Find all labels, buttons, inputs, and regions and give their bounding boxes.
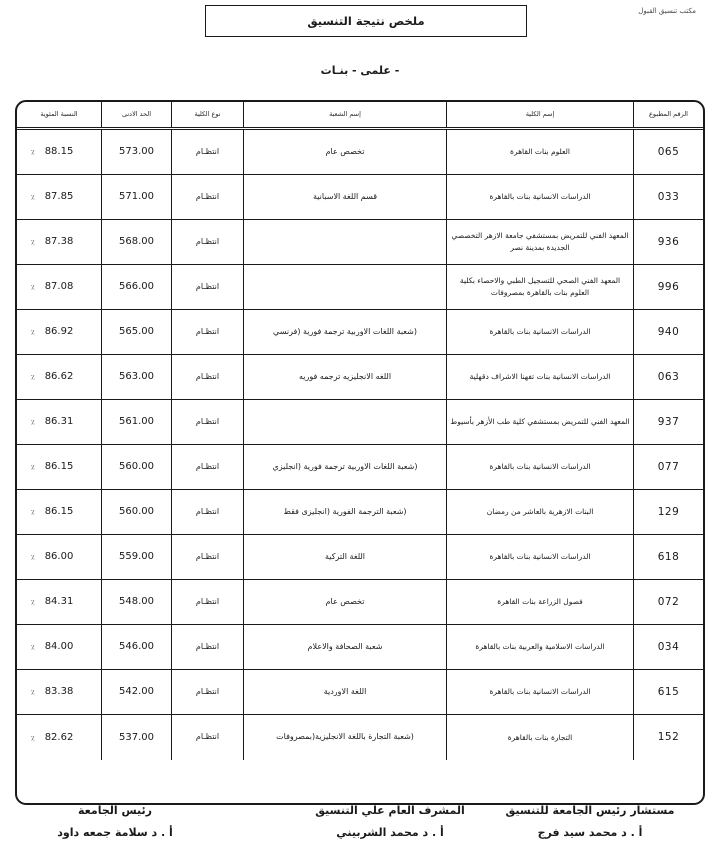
row-type-cell: انتظـام [171,445,243,489]
row-college-cell: المعهد الفني للتمريض بمستشفي جامعة الازهر التخصصي الجديدة بمدينة نصر [446,220,633,264]
row-type-cell: انتظـام [171,715,243,760]
row-type-cell: انتظـام [171,355,243,399]
row-percentage-value: 84.00 [44,641,74,653]
row-branch-cell: (شعبة التجارة باللغة الانجليزية(بمصروفات [243,715,446,760]
row-minimum-cell: 563.00 [101,355,171,399]
row-code-cell: 034 [633,625,703,669]
row-college-cell: الدراسات الانسانية بنات بالقاهرة [446,445,633,489]
row-percentage-cell [17,220,101,264]
row-college-cell: الدراسات الانسانية بنات بالقاهرة [446,175,633,219]
header-branch: إسم الشعبة [243,102,446,127]
row-branch-cell [243,265,446,309]
percent-icon: ٪ [31,283,35,292]
percent-icon: ٪ [31,193,35,202]
row-percentage-value: 87.85 [44,191,74,203]
row-code-cell: 996 [633,265,703,309]
row-type-cell: انتظـام [171,490,243,534]
signature-university-president [15,804,215,839]
row-code-cell: 063 [633,355,703,399]
row-percentage-value: 84.31 [44,596,74,608]
row-minimum-cell: 573.00 [101,130,171,174]
table-row [17,535,703,580]
report-subtitle: - علمى - بنـات [320,64,400,77]
percent-icon: ٪ [31,598,35,607]
signature-coordination-advisor [475,804,705,839]
row-branch-cell: (شعبة اللغات الاوربية ترجمة فورية (فرنسي [243,310,446,354]
row-branch-cell: اللغة الاوردية [243,670,446,714]
row-minimum-cell: 560.00 [101,445,171,489]
percent-icon: ٪ [31,553,35,562]
header-college: إسم الكلية [446,102,633,127]
header-code: الرقم المطبوع [633,102,703,127]
row-percentage-cell [17,355,101,399]
row-type-cell: انتظـام [171,580,243,624]
report-title-box [205,5,527,37]
row-code-cell: 033 [633,175,703,219]
row-college-cell: الدراسات الانسانية بنات بالقاهرة [446,310,633,354]
row-percentage-value: 82.62 [44,731,74,743]
percent-icon: ٪ [31,463,35,472]
row-minimum-cell: 542.00 [101,670,171,714]
row-college-cell: البنات الازهرية بالعاشر من رمضان [446,490,633,534]
row-minimum-cell: 537.00 [101,715,171,760]
row-code-cell: 940 [633,310,703,354]
row-percentage-value: 86.00 [44,551,74,563]
row-percentage-cell [17,445,101,489]
row-percentage-cell [17,175,101,219]
signature-name: أ . د سلامة جمعه داود [57,826,173,839]
table-row [17,625,703,670]
percent-icon: ٪ [31,643,35,652]
percent-icon: ٪ [31,418,35,427]
row-branch-cell: شعبة الصحافة والاعلام [243,625,446,669]
table-row [17,355,703,400]
table-row [17,310,703,355]
row-type-cell: انتظـام [171,175,243,219]
results-table-body [17,130,703,760]
header-percentage: النسبة المئوية [40,110,78,119]
row-percentage-value: 87.38 [44,236,74,248]
row-type-cell: انتظـام [171,670,243,714]
row-branch-cell: تخصص عام [243,580,446,624]
percent-icon: ٪ [31,238,35,247]
row-branch-cell: اللغة التركية [243,535,446,579]
row-branch-cell: قسم اللغة الاسبانية [243,175,446,219]
table-header-row [17,102,703,130]
row-code-cell: 129 [633,490,703,534]
table-row [17,265,703,310]
row-college-cell: الدراسات الانسانية بنات بالقاهرة [446,670,633,714]
row-minimum-cell: 571.00 [101,175,171,219]
row-college-cell: الدراسات الاسلامية والعربية بنات بالقاهرة [446,625,633,669]
row-percentage-cell [17,580,101,624]
percent-icon: ٪ [31,508,35,517]
table-row [17,490,703,535]
row-code-cell: 065 [633,130,703,174]
row-college-cell: التجارة بنات بالقاهرة [446,715,633,760]
row-branch-cell: تخصص عام [243,130,446,174]
row-percentage-cell [17,535,101,579]
table-row [17,715,703,760]
row-code-cell: 618 [633,535,703,579]
row-percentage-value: 88.15 [44,146,74,158]
coordination-office-label: مكتب تنسيق القبول [638,7,696,15]
row-college-cell: العلوم بنات القاهرة [446,130,633,174]
row-type-cell: انتظـام [171,265,243,309]
signature-name: أ . د محمد الشربيني [336,826,444,839]
percent-icon: ٪ [31,148,35,157]
row-minimum-cell: 568.00 [101,220,171,264]
row-code-cell: 937 [633,400,703,444]
table-row [17,670,703,715]
row-type-cell: انتظـام [171,535,243,579]
percent-icon: ٪ [31,373,35,382]
signature-general-supervisor [275,804,505,839]
row-percentage-cell [17,265,101,309]
row-minimum-cell: 566.00 [101,265,171,309]
row-percentage-cell [17,490,101,534]
row-college-cell: الدراسات الانسانية بنات تفهنا الاشراف دقهلية [446,355,633,399]
signature-name: أ . د محمد سيد فرج [537,826,643,839]
row-college-cell: المعهد الفني الصحي للتسجيل الطبي والاحصاء بكلية العلوم بنات بالقاهرة بمصروفات [446,265,633,309]
row-minimum-cell: 559.00 [101,535,171,579]
row-percentage-value: 86.31 [44,416,74,428]
header-minimum: الحد الادنى [101,102,171,127]
results-table [15,100,705,805]
row-percentage-cell [17,400,101,444]
report-title: ملخص نتيجة التنسيق [307,14,425,28]
row-percentage-value: 87.08 [44,281,74,293]
row-branch-cell: (شعبة الترجمة الفورية (انجليزى فقط [243,490,446,534]
row-minimum-cell: 560.00 [101,490,171,534]
row-percentage-value: 83.38 [44,686,74,698]
row-type-cell: انتظـام [171,625,243,669]
row-type-cell: انتظـام [171,310,243,354]
table-row [17,175,703,220]
row-code-cell: 152 [633,715,703,760]
row-percentage-cell [17,310,101,354]
row-minimum-cell: 565.00 [101,310,171,354]
table-row [17,220,703,265]
row-percentage-cell [17,715,101,760]
row-percentage-cell [17,670,101,714]
table-row [17,445,703,490]
row-percentage-cell [17,625,101,669]
header-type: نوع الكلية [171,102,243,127]
row-college-cell: فصول الزراعة بنات القاهرة [446,580,633,624]
row-college-cell: المعهد الفني للتمريض بمستشفي كلية طب الأزهر بأسيوط [446,400,633,444]
signature-role: المشرف العام علي التنسيق [315,804,465,817]
table-row [17,580,703,625]
row-branch-cell: (شعبة اللغات الاوربية ترجمة فورية (انجليزي [243,445,446,489]
row-minimum-cell: 548.00 [101,580,171,624]
percent-icon: ٪ [31,688,35,697]
row-college-cell: الدراسات الانسانية بنات بالقاهرة [446,535,633,579]
table-row [17,400,703,445]
row-percentage-value: 86.15 [44,506,74,518]
row-branch-cell [243,220,446,264]
table-row [17,130,703,175]
percent-icon: ٪ [31,733,35,742]
row-type-cell: انتظـام [171,400,243,444]
row-code-cell: 936 [633,220,703,264]
row-code-cell: 615 [633,670,703,714]
row-percentage-cell [17,130,101,174]
row-type-cell: انتظـام [171,220,243,264]
row-branch-cell [243,400,446,444]
row-code-cell: 072 [633,580,703,624]
row-minimum-cell: 561.00 [101,400,171,444]
row-percentage-value: 86.62 [44,371,74,383]
row-type-cell: انتظـام [171,130,243,174]
signature-role: مستشار رئيس الجامعة للتنسيق [505,804,675,817]
signature-role: رئيس الجامعة [78,804,152,817]
row-minimum-cell: 546.00 [101,625,171,669]
row-code-cell: 077 [633,445,703,489]
row-percentage-value: 86.92 [44,326,74,338]
row-branch-cell: اللغه الانجليزيه ترجمه فوريه [243,355,446,399]
percent-icon: ٪ [31,328,35,337]
row-percentage-value: 86.15 [44,461,74,473]
